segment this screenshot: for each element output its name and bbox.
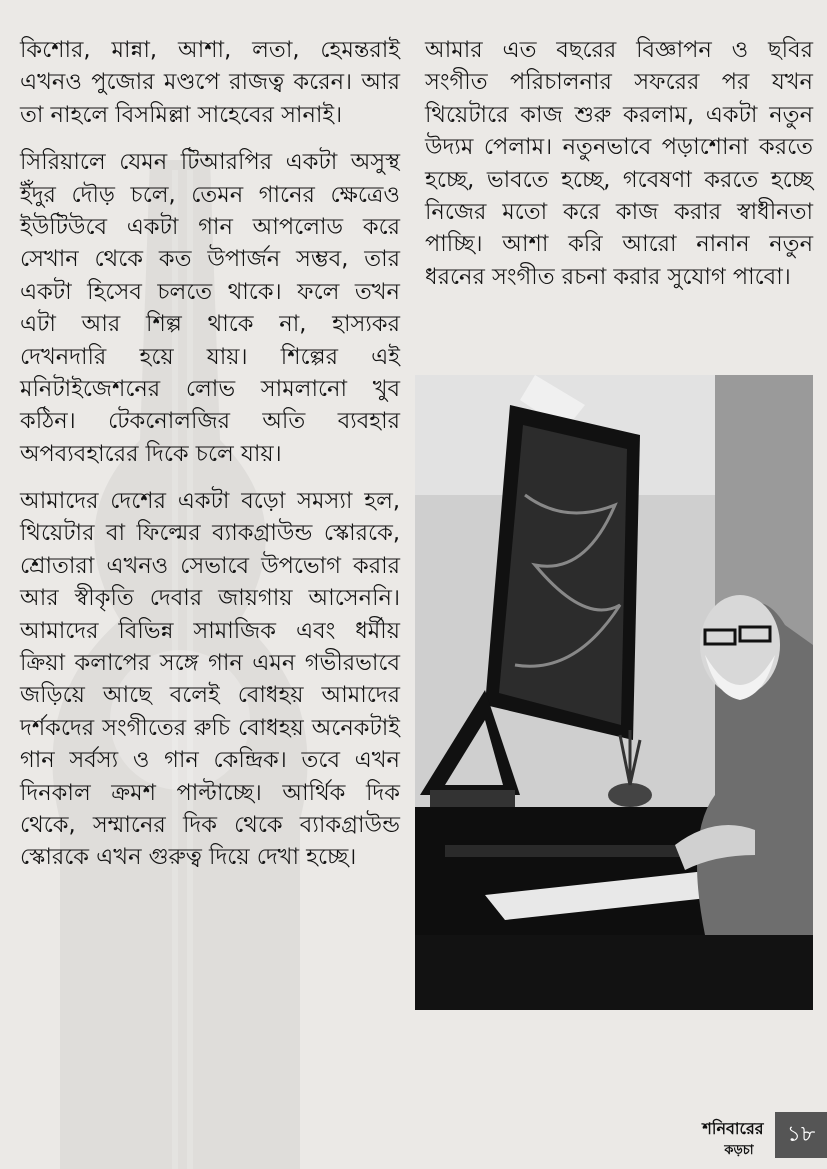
logo-line-2: কড়চা — [724, 1143, 754, 1158]
right-text-column — [425, 34, 813, 308]
magazine-logo — [693, 1110, 773, 1160]
right-paragraph-1: আমার এত বছরের বিজ্ঞাপন ও ছবির সংগীত পরিচালনার সফরের পর যখন থিয়েটারে কাজ শুরু করলাম, একটা নতুন উদ্যম পেলাম। নতুনভাবে পড়াশোনা করতে হচ্ছে, ভাবতে হচ্ছে, গবেষণা করতে হচ্ছে নিজের মতো করে কাজ করার স্বাধীনতা পাচ্ছি। আশা করি আরো নানান নতুন ধরনের সংগীত রচনা করার সুযোগ পাবো। — [425, 37, 813, 290]
left-text-column — [20, 34, 400, 889]
page-number-badge: ১৮ — [775, 1112, 827, 1158]
left-paragraph-3: আমাদের দেশের একটা বড়ো সমস্যা হল, থিয়েটার বা ফিল্মের ব্যাকগ্রাউন্ড স্কোরকে, শ্রোতারা এখনও সেভাবে উপভোগ করার আর স্বীকৃতি দেবার জায়গায় আসেননি। আমাদের বিভিন্ন সামাজিক এবং ধর্মীয় ক্রিয়া কলাপের সঙ্গে গান এমন গভীরভাবে জড়িয়ে আছে বলেই বোধহয় আমাদের দর্শকদের সংগীতের রুচি বোধহয় অনেকটাই গান সর্বস্য ও গান কেন্দ্রিক। তবে এখন দিনকাল ক্রমশ পাল্টাচ্ছে। আর্থিক দিক থেকে, সম্মানের দিক থেকে ব্যাকগ্রাউন্ড স্কোরকে এখন গুরুত্ব দিয়ে দেখা হচ্ছে। — [20, 488, 400, 871]
left-paragraph-2: সিরিয়ালে যেমন টিআরপির একটা অসুস্থ ইঁদুর দৌড় চলে, তেমন গানের ক্ষেত্রেও ইউটিউবে একটা গান আপলোড করে সেখান থেকে কত উপার্জন সম্ভব, তার একটা হিসেব চলতে থাকে। ফলে তখন এটা আর শিল্প থাকে না, হাস্যকর দেখনদারি হয়ে যায়। শিল্পের এই মনিটাইজেশনের লোভ সামলানো খুব কঠিন। টেকনোলজির অতি ব্যবহার অপব্যবহারের দিকে চলে যায়। — [20, 149, 400, 467]
left-paragraph-1: কিশোর, মান্না, আশা, লতা, হেমন্তরাই এখনও পুজোর মণ্ডপে রাজত্ব করেন। আর তা নাহলে বিসমিল্লা সাহেবের সানাই। — [20, 37, 400, 128]
logo-line-1: শনিবারের — [702, 1119, 764, 1138]
musician-at-piano-photo — [415, 375, 813, 1010]
photo-illustration — [415, 375, 813, 1010]
